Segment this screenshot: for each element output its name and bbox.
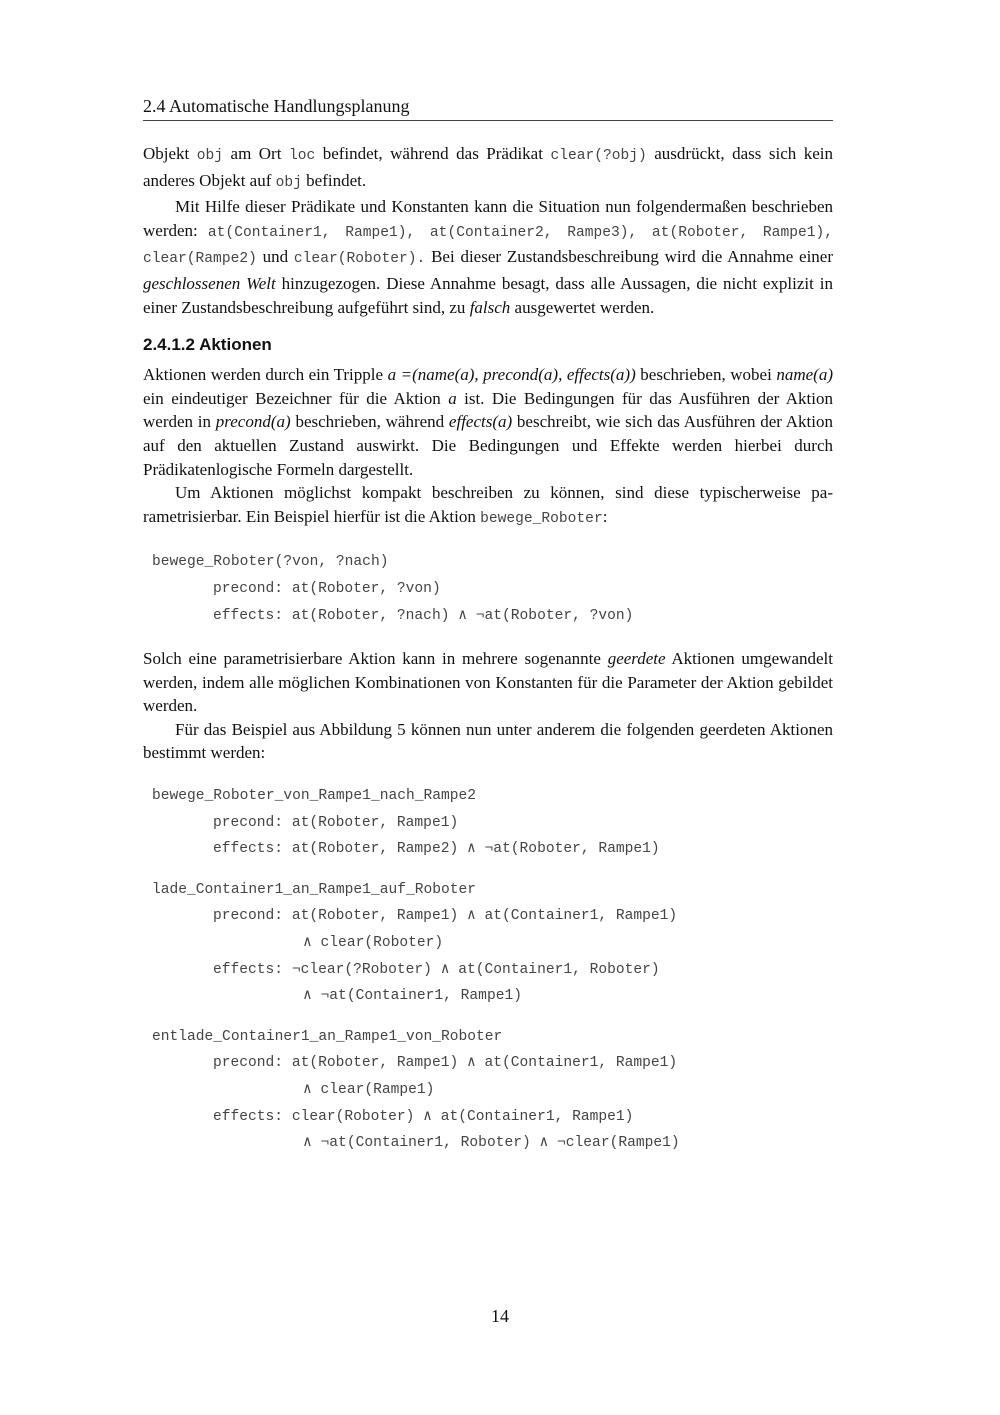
text: Aktionen werden durch ein Tripple: [143, 365, 388, 385]
emphasis: geschlossenen Welt: [143, 273, 276, 293]
text: Um Aktionen möglichst kompakt beschreiben zu können, sind diese typischerweise parametrisierbar. Ein Beispiel hierfür ist die Aktion: [143, 483, 833, 526]
paragraph-grounded: [143, 647, 833, 718]
code-line: ∧ ¬at(Container1, Roboter) ∧ ¬clear(Rampe1): [303, 1135, 680, 1152]
code-line: precond: at(Roboter, Rampe1) ∧ at(Container1, Rampe1): [213, 1055, 678, 1072]
math-formula: a =(name(a), precond(a), effects(a)): [387, 365, 636, 385]
text: Objekt: [143, 144, 197, 163]
emphasis: falsch: [469, 297, 511, 317]
page-body: [143, 142, 833, 1175]
text: ist. Die Bedingungen für das Ausführen der Aktion werden in: [143, 388, 833, 432]
text: am Ort: [223, 144, 289, 163]
paragraph-situation: [143, 195, 833, 319]
section-heading: 2.4.1.2 Aktionen: [143, 335, 272, 355]
running-head: 2.4 Automatische Handlungsplanung: [143, 96, 833, 121]
inline-code: clear(Roboter).: [293, 251, 426, 268]
code-line: lade_Container1_an_Rampe1_auf_Roboter: [152, 881, 477, 898]
text: Mit Hilfe dieser Prädikate und Konstanten kann die Situation nun folgendermaßen beschrieben werden:: [143, 197, 833, 240]
page-number: 14: [491, 1306, 509, 1326]
code-group-entlade: [152, 1024, 833, 1157]
emphasis: precond(a): [215, 412, 291, 432]
code-line: bewege_Roboter_von_Rampe1_nach_Rampe2: [152, 788, 477, 805]
code-line: ∧ clear(Rampe1): [303, 1082, 435, 1098]
code-line: entlade_Container1_an_Rampe1_von_Roboter: [152, 1028, 503, 1045]
paragraph-predicates: [143, 142, 833, 195]
code-group-bewege: [152, 783, 833, 863]
inline-code: clear(?obj): [550, 148, 647, 164]
inline-code: bewege_Roboter: [480, 510, 603, 527]
emphasis: a: [448, 388, 457, 408]
text: hinzugezogen. Diese Annahme besagt, dass alle Aussagen, die nicht explizit in einer Zustandsbeschreibung aufgeführt sind, zu: [143, 273, 833, 317]
text: befindet.: [301, 170, 367, 190]
code-group-lade: [152, 877, 833, 1010]
inline-code: at(Container1, Rampe1), at(Container2, Rampe3), at(Roboter, Rampe1), clear(Rampe2): [143, 224, 833, 268]
text: beschreibt, wie sich das Ausführen der Aktion auf den aktuellen Zustand auswirkt. Die Bedingungen und Effekte werden hierbei durch Prädikatenlogische Formeln dargestellt.: [143, 412, 833, 479]
code-line: precond: at(Roboter, Rampe1) ∧ at(Container1, Rampe1): [213, 908, 678, 925]
text: beschrieben, während: [290, 412, 449, 432]
emphasis: geerdete: [607, 649, 666, 669]
text: Aktionen umgewandelt werden, indem alle möglichen Kombinationen von Konstanten für die Parameter der Aktion gebildet werden.: [143, 649, 833, 716]
emphasis: name(a): [776, 365, 833, 385]
inline-code: loc: [288, 148, 316, 164]
emphasis: effects(a): [448, 412, 513, 432]
paragraph-parametrisation: [143, 481, 833, 531]
paragraph-actions: [143, 363, 833, 481]
inline-code: obj: [275, 174, 302, 191]
text: Bei dieser Zustandsbeschreibung wird die Annahme einer: [425, 247, 834, 267]
text: :: [602, 506, 608, 526]
text: ausdrückt, dass sich kein anderes Objekt auf: [143, 144, 833, 190]
code-line: effects: clear(Roboter) ∧ at(Container1, Rampe1): [213, 1108, 634, 1125]
code-block-grounded-actions: [152, 783, 833, 1157]
text: beschrieben, wobei: [635, 365, 777, 385]
code-line: effects: ¬clear(?Roboter) ∧ at(Container1, Roboter): [213, 961, 660, 978]
code-line: bewege_Roboter(?von, ?nach): [152, 554, 389, 571]
code-line: ∧ clear(Roboter): [303, 935, 444, 952]
code-line: effects: at(Roboter, ?nach) ∧ ¬at(Roboter, ?von): [213, 607, 634, 624]
code-line: precond: at(Roboter, ?von): [213, 580, 441, 597]
paragraph-example: Für das Beispiel aus Abbildung 5 können nun unter anderem die folgenden geerdeten Aktionen bestimmt werden:: [143, 719, 833, 763]
code-line: precond: at(Roboter, Rampe1): [213, 814, 459, 831]
text: Solch eine parametrisierbare Aktion kann in mehrere sogenannte: [143, 649, 608, 669]
code-line: effects: at(Roboter, Rampe2) ∧ ¬at(Roboter, Rampe1): [213, 841, 660, 858]
code-line: ∧ ¬at(Container1, Rampe1): [303, 988, 522, 1005]
inline-code: obj: [196, 148, 224, 164]
text: ausgewertet werden.: [510, 297, 655, 317]
text: und: [256, 247, 294, 267]
code-block-bewege-roboter: [152, 549, 833, 629]
text: ein eindeutiger Bezeichner für die Aktion: [143, 388, 449, 408]
text: befindet, während das Prädikat: [315, 144, 551, 163]
